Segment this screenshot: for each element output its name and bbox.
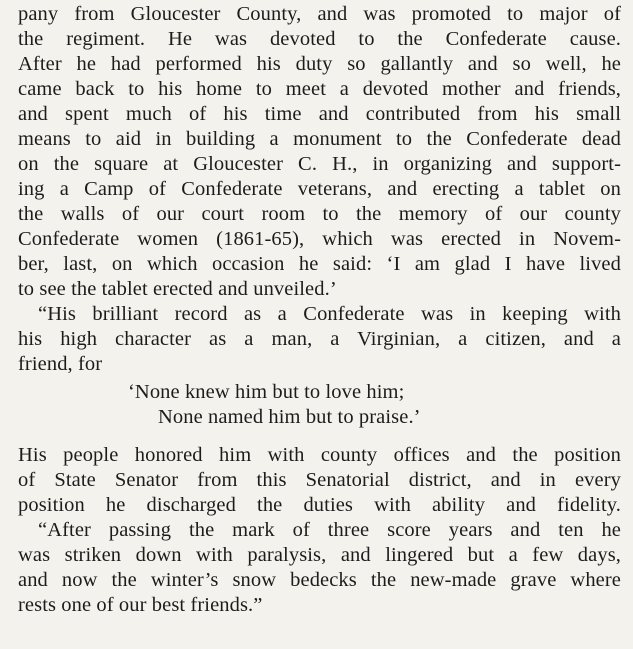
text-line: the regiment. He was devoted to the Confederate cause. <box>18 28 621 50</box>
text-line: ing a Camp of Confederate veterans, and erecting a tablet on <box>18 178 621 200</box>
text-line: and spent much of his time and contributed from his small <box>18 103 621 125</box>
text-line: His people honored him with county offices and the position <box>18 444 621 466</box>
text-line: of State Senator from this Senatorial district, and in every <box>18 469 621 491</box>
verse-line: ‘None knew him but to love him; <box>128 381 405 403</box>
text-line: and now the winter’s snow bedecks the new-made grave where <box>18 569 621 591</box>
text-line: “After passing the mark of three score years and ten he <box>38 519 621 541</box>
text-line: came back to his home to meet a devoted mother and friends, <box>18 78 621 100</box>
verse-line: None named him but to praise.’ <box>158 406 421 428</box>
text-line: his high character as a man, a Virginian, a citizen, and a <box>18 328 621 350</box>
text-line: pany from Gloucester County, and was promoted to major of <box>18 3 621 25</box>
text-line: Confederate women (1861-65), which was erected in Novem- <box>18 228 621 250</box>
text-line: After he had performed his duty so gallantly and so well, he <box>18 53 621 75</box>
text-line: was striken down with paralysis, and lingered but a few days, <box>18 544 621 566</box>
text-line: friend, for <box>18 353 103 375</box>
text-line: ber, last, on which occasion he said: ‘I am glad I have lived <box>18 253 621 275</box>
text-line: position he discharged the duties with ability and fidelity. <box>18 494 621 516</box>
text-line: to see the tablet erected and unveiled.’ <box>18 278 337 300</box>
text-line: means to aid in building a monument to the Confederate dead <box>18 128 621 150</box>
text-line: the walls of our court room to the memory of our county <box>18 203 621 225</box>
text-line: “His brilliant record as a Confederate was in keeping with <box>38 303 621 325</box>
text-line: rests one of our best friends.” <box>18 594 263 616</box>
text-line: on the square at Gloucester C. H., in organizing and support- <box>18 153 621 175</box>
